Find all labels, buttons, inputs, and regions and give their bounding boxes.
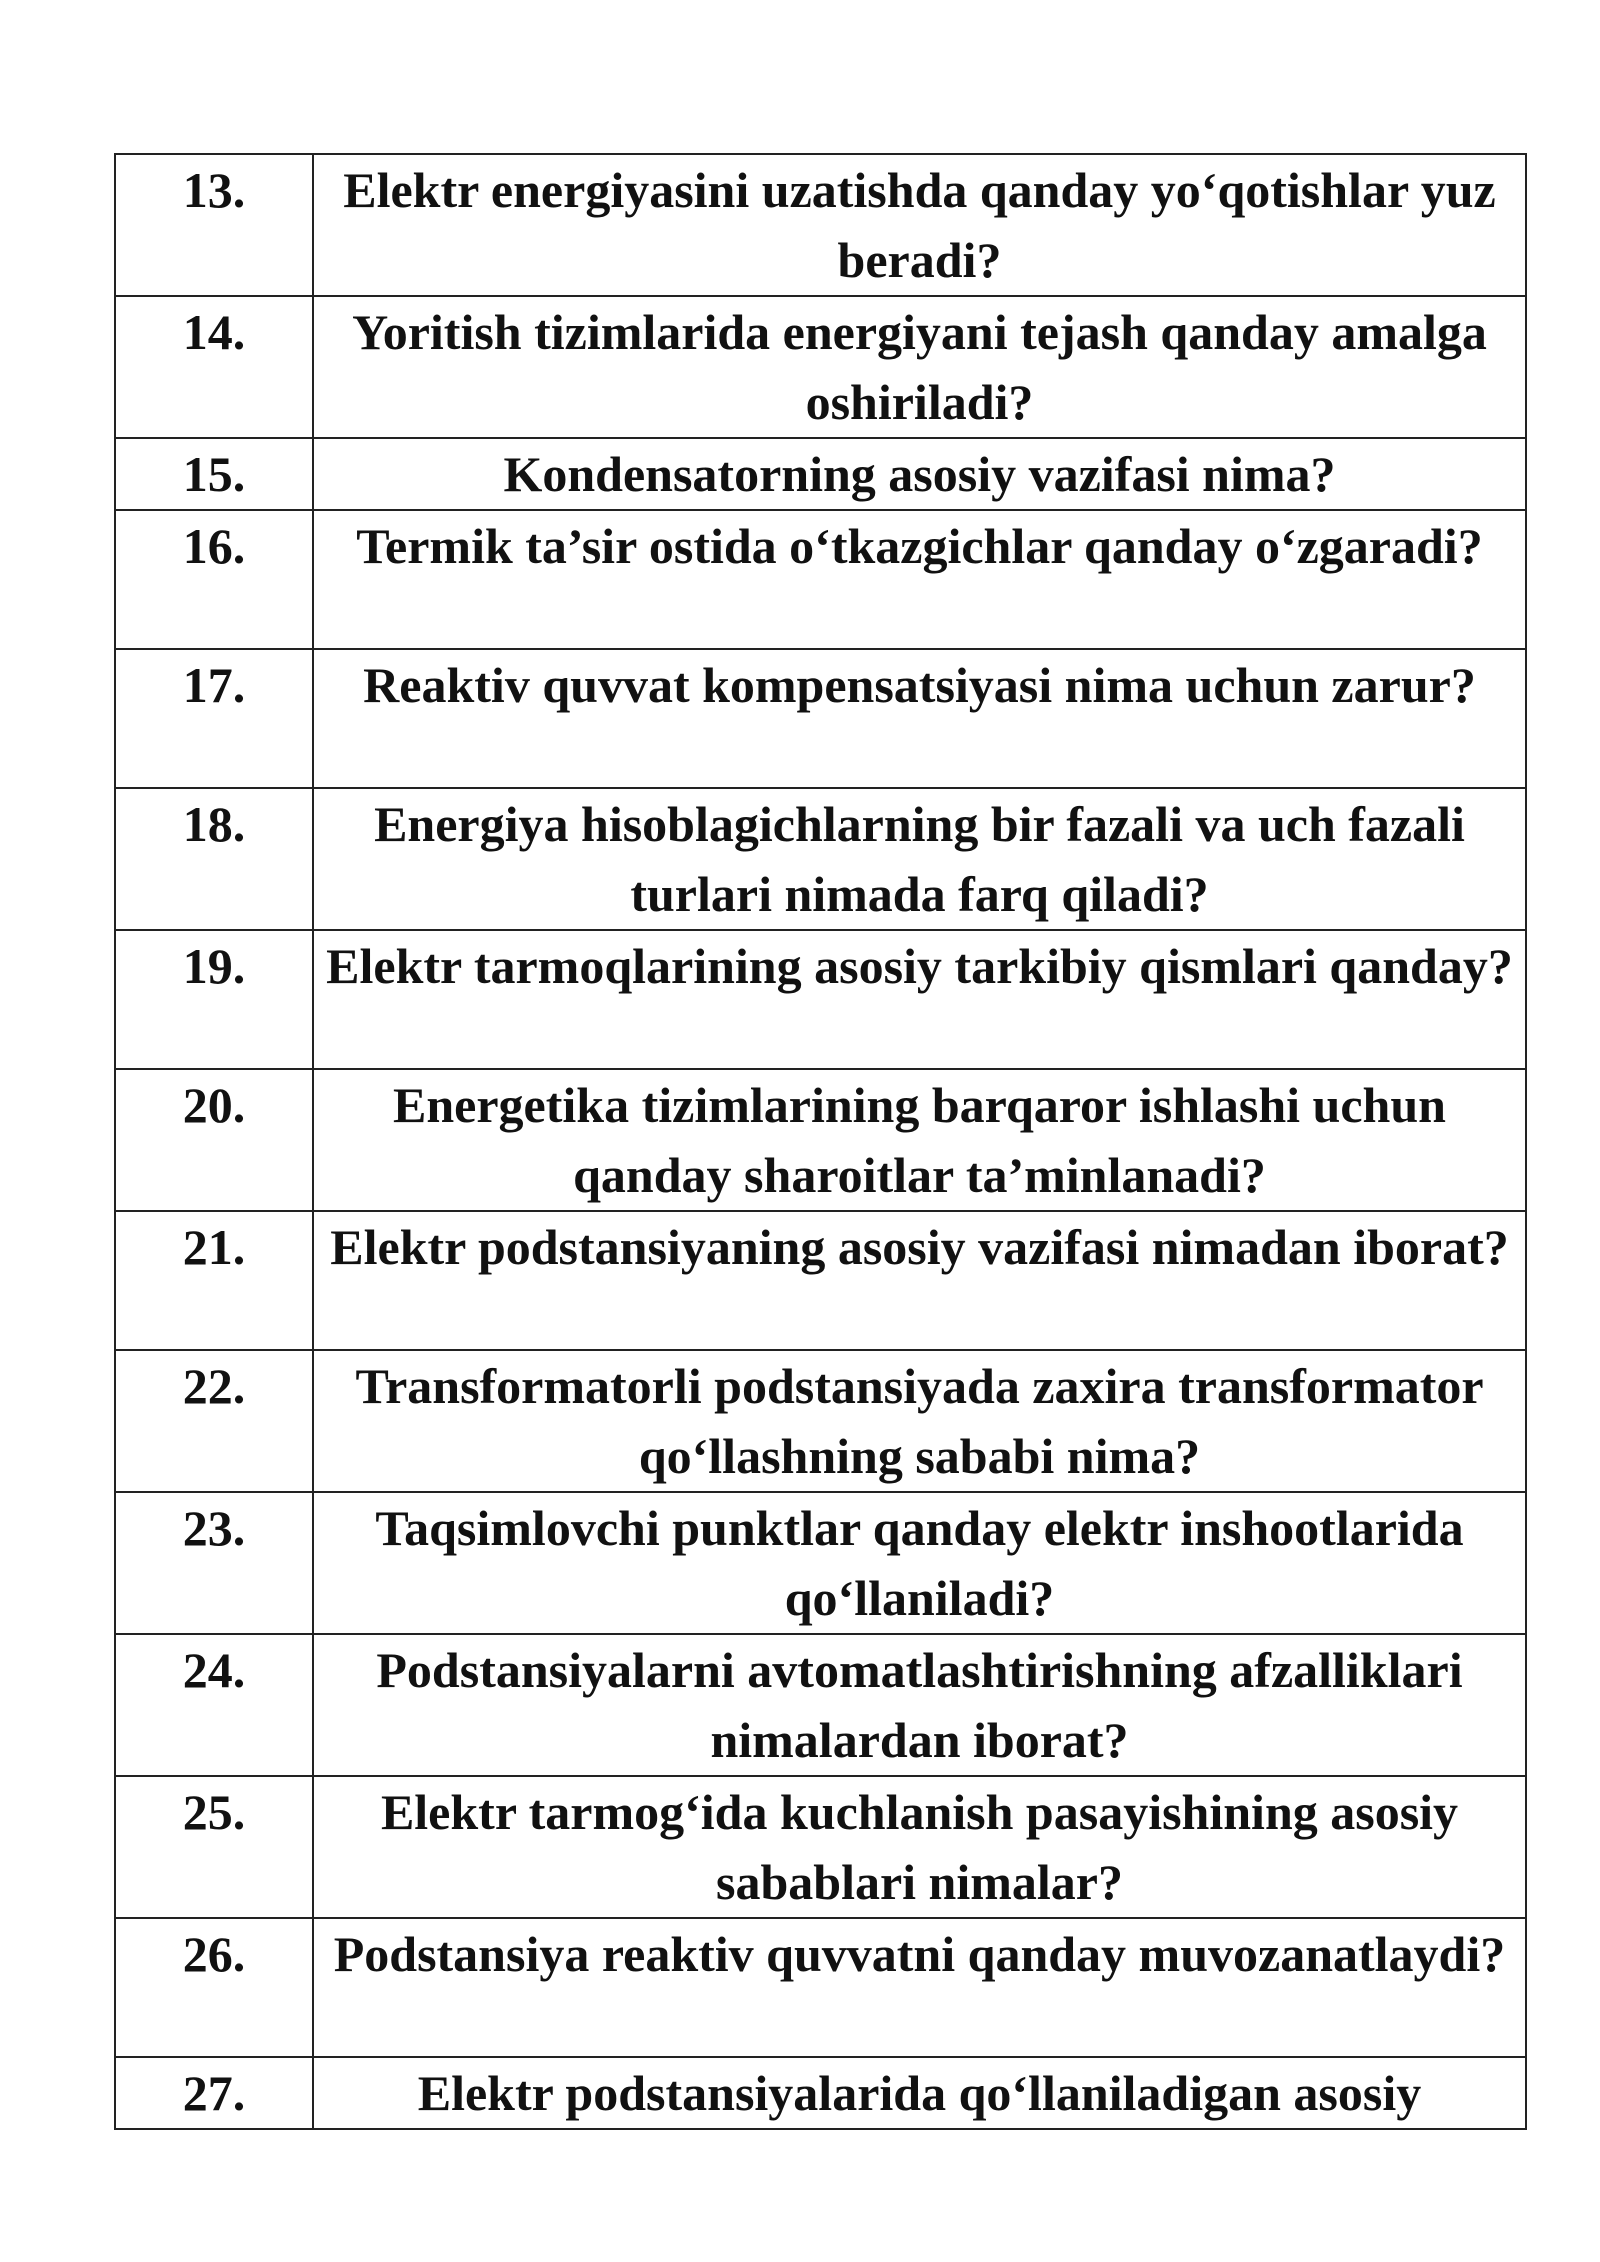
- question-text: Elektr tarmoqlarining asosiy tarkibiy qismlari qanday?: [313, 930, 1526, 1069]
- row-number: 25.: [115, 1776, 313, 1918]
- table-row: [115, 1918, 1526, 2057]
- row-number: 18.: [115, 788, 313, 930]
- question-text: Termik ta’sir ostida o‘tkazgichlar qanday o‘zgaradi?: [313, 510, 1526, 649]
- question-text: Energetika tizimlarining barqaror ishlashi uchun qanday sharoitlar ta’minlanadi?: [313, 1069, 1526, 1211]
- table-row: [115, 2057, 1526, 2129]
- row-number: 26.: [115, 1918, 313, 2057]
- row-number: 16.: [115, 510, 313, 649]
- row-number: 17.: [115, 649, 313, 788]
- table-row: [115, 1069, 1526, 1211]
- question-text: Elektr tarmog‘ida kuchlanish pasayishining asosiy sabablari nimalar?: [313, 1776, 1526, 1918]
- row-number: 21.: [115, 1211, 313, 1350]
- table-row: [115, 1492, 1526, 1634]
- row-number: 19.: [115, 930, 313, 1069]
- question-text: Kondensatorning asosiy vazifasi nima?: [313, 438, 1526, 510]
- row-number: 15.: [115, 438, 313, 510]
- question-text: Taqsimlovchi punktlar qanday elektr inshootlarida qo‘llaniladi?: [313, 1492, 1526, 1634]
- table-row: [115, 1211, 1526, 1350]
- table-row: [115, 154, 1526, 296]
- table-row: [115, 1776, 1526, 1918]
- question-text: Transformatorli podstansiyada zaxira transformator qo‘llashning sababi nima?: [313, 1350, 1526, 1492]
- table-row: [115, 510, 1526, 649]
- question-text: Elektr energiyasini uzatishda qanday yo‘qotishlar yuz beradi?: [313, 154, 1526, 296]
- row-number: 23.: [115, 1492, 313, 1634]
- table-row: [115, 1350, 1526, 1492]
- table-row: [115, 649, 1526, 788]
- table-row: [115, 930, 1526, 1069]
- row-number: 24.: [115, 1634, 313, 1776]
- row-number: 14.: [115, 296, 313, 438]
- question-text: Elektr podstansiyaning asosiy vazifasi nimadan iborat?: [313, 1211, 1526, 1350]
- table-row: [115, 788, 1526, 930]
- question-text: Elektr podstansiyalarida qo‘llaniladigan asosiy: [313, 2057, 1526, 2129]
- question-text: Reaktiv quvvat kompensatsiyasi nima uchun zarur?: [313, 649, 1526, 788]
- table-row: [115, 438, 1526, 510]
- question-text: Energiya hisoblagichlarning bir fazali va uch fazali turlari nimada farq qiladi?: [313, 788, 1526, 930]
- table-row: [115, 1634, 1526, 1776]
- row-number: 20.: [115, 1069, 313, 1211]
- question-text: Podstansiyalarni avtomatlashtirishning afzalliklari nimalardan iborat?: [313, 1634, 1526, 1776]
- row-number: 13.: [115, 154, 313, 296]
- row-number: 27.: [115, 2057, 313, 2129]
- questions-table: [114, 153, 1527, 2130]
- question-text: Yoritish tizimlarida energiyani tejash qanday amalga oshiriladi?: [313, 296, 1526, 438]
- row-number: 22.: [115, 1350, 313, 1492]
- table-row: [115, 296, 1526, 438]
- question-text: Podstansiya reaktiv quvvatni qanday muvozanatlaydi?: [313, 1918, 1526, 2057]
